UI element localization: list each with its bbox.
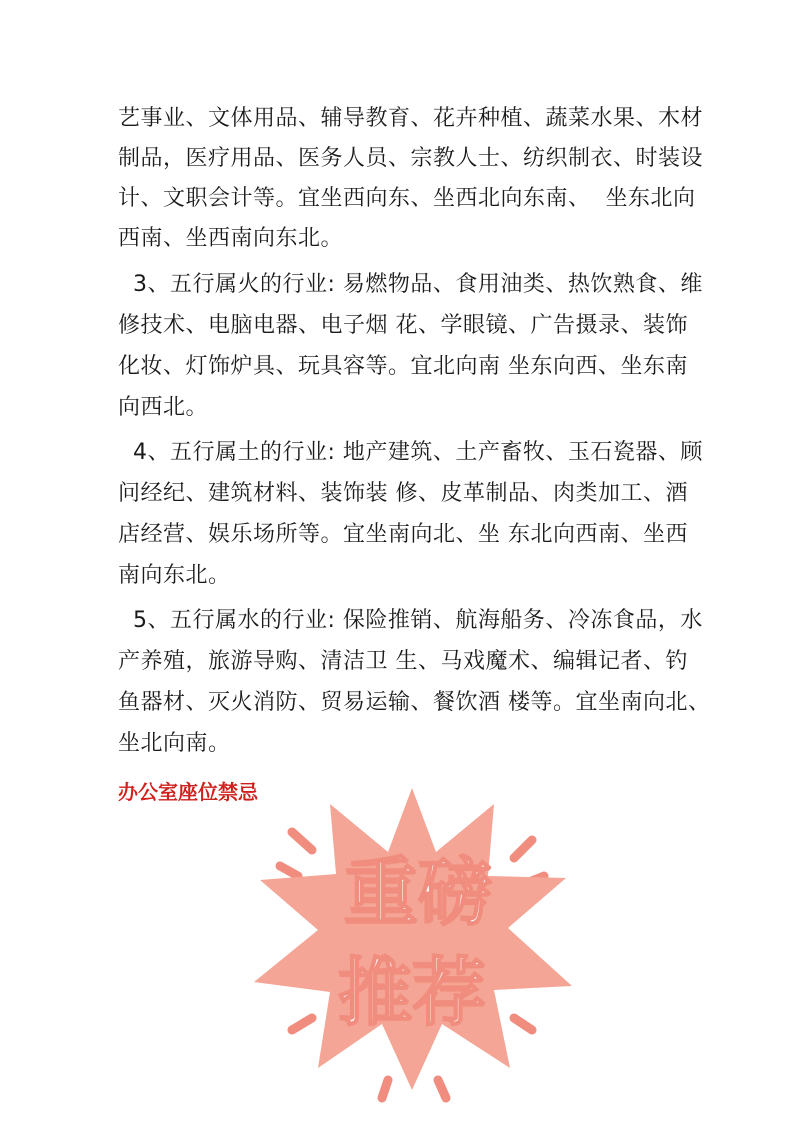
paragraph-2-line-2: 修技术、电脑电器、电子烟 花、学眼镜、广告摄录、装饰 [118,313,688,338]
paragraph-4-line-1: 5、五行属水的行业: 保险推销、航海船务、冷冻食品，水 [118,608,703,633]
paragraph-4-line-3: 鱼器材、灭火消防、贸易运输、餐饮酒 楼等。宜坐南向北、 [118,690,711,715]
paragraph-1-line-2: 制品，医疗用品、医务人员、宗教人士、纺织制衣、时装设 [118,146,704,171]
paragraph-2-line-3: 化妆、灯饰炉具、玩具容等。宜北向南 坐东向西、坐东南 [118,354,688,379]
burst-dash [438,1080,446,1098]
paragraph-2-line-4: 向西北。 [118,395,209,420]
burst-dash [280,866,298,876]
paragraph-3-line-4: 南向东北。 [118,563,231,588]
paragraph-1-line-3: 计、文职会计等。宜坐西向东、坐西北向东南、 坐东北向 [118,186,696,211]
paragraph-1-line-4: 西南、坐西南向东北。 [118,226,344,251]
burst-shape [254,788,572,1090]
burst-dash [382,1080,388,1098]
badge-text-line-2: 推荐 [338,950,486,1036]
paragraph-3-line-2: 问经纪、建筑材料、装饰装 修、皮革制品、肉类加工、酒 [118,481,688,506]
badge-text-line-1: 重磅 [344,850,492,936]
paragraph-4-line-4: 坐北向南。 [118,731,231,756]
paragraph-3-line-3: 店经营、娱乐场所等。宜坐南向北、坐 东北向西南、坐西 [118,522,688,547]
paragraph-2-line-1: 3、五行属火的行业: 易燃物品、食用油类、热饮熟食、维 [118,272,703,297]
burst-dash [514,840,532,858]
section-heading: 办公室座位禁忌 [118,780,258,804]
paragraph-4-line-2: 产养殖，旅游导购、清洁卫 生、马戏魔术、编辑记者、钓 [118,649,688,674]
paragraph-1-line-1: 艺事业、文体用品、辅导教育、花卉种植、蔬菜水果、木材 [118,106,704,131]
burst-dash [292,832,312,850]
burst-dash [514,1018,532,1030]
recommend-badge [232,768,592,1118]
paragraph-3-line-1: 4、五行属土的行业: 地产建筑、土产畜牧、玉石瓷器、顾 [118,440,703,465]
burst-dash [292,1018,312,1030]
